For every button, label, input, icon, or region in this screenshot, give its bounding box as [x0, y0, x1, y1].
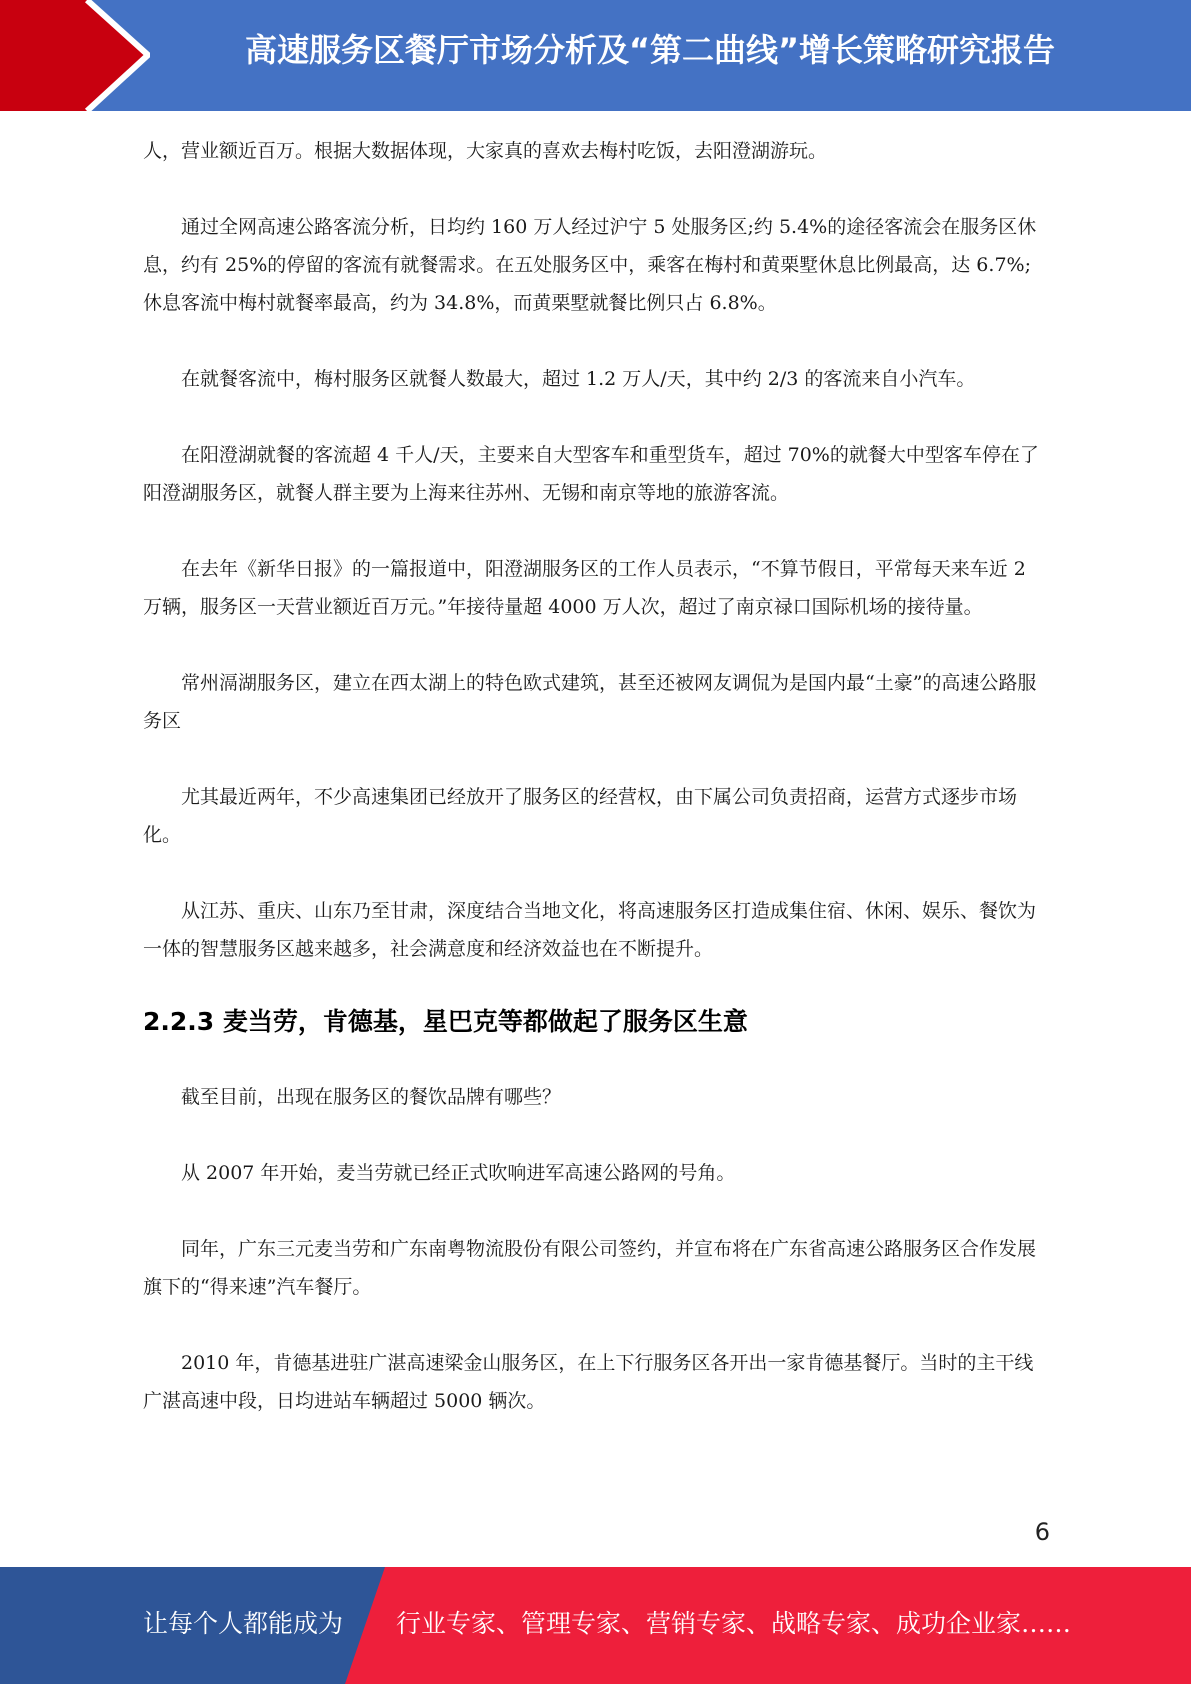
- paragraph: 尤其最近两年，不少高速集团已经放开了服务区的经营权，由下属公司负责招商，运营方式逐步市场化。: [143, 786, 1018, 846]
- document-body: [143, 132, 1048, 1458]
- paragraph: 常州滆湖服务区，建立在西太湖上的特色欧式建筑，甚至还被网友调侃为是国内最“土豪”的高速公路服务区: [143, 672, 1037, 732]
- paragraph: 从江苏、重庆、山东乃至甘肃，深度结合当地文化，将高速服务区打造成集住宿、休闲、娱乐、餐饮为一体的智慧服务区越来越多，社会满意度和经济效益也在不断提升。: [143, 900, 1037, 960]
- paragraph: 同年，广东三元麦当劳和广东南粤物流股份有限公司签约，并宣布将在广东省高速公路服务区合作发展旗下的“得来速”汽车餐厅。: [143, 1238, 1037, 1298]
- paragraph: 通过全网高速公路客流分析，日均约 160 万人经过沪宁 5 处服务区;约 5.4%的途径客流会在服务区休息，约有 25%的停留的客流有就餐需求。在五处服务区中，乘客在梅村和黄栗墅休息比例最高，达 6.7%;休息客流中梅村就餐率最高，约为 34.8%，而黄栗墅就餐比例只占 6.8%。: [143, 216, 1037, 314]
- paragraph: 在阳澄湖就餐的客流超 4 千人/天，主要来自大型客车和重型货车，超过 70%的就餐大中型客车停在了阳澄湖服务区，就餐人群主要为上海来往苏州、无锡和南京等地的旅游客流。: [143, 444, 1039, 504]
- paragraph: 人，营业额近百万。根据大数据体现，大家真的喜欢去梅村吃饭，去阳澄湖游玩。: [143, 140, 828, 162]
- paragraph: 从 2007 年开始，麦当劳就已经正式吹响进军高速公路网的号角。: [181, 1162, 736, 1184]
- footer-slogan-left: 让每个人都能成为: [143, 1609, 344, 1638]
- paragraph: 在去年《新华日报》的一篇报道中，阳澄湖服务区的工作人员表示，“不算节假日，平常每天来车近 2 万辆，服务区一天营业额近百万元。”年接待量超 4000 万人次，超过了南京禄口国际机场的接待量。: [143, 558, 1026, 618]
- page-footer: [0, 1567, 1191, 1684]
- page-header: [0, 0, 1191, 111]
- header-title: 高速服务区餐厅市场分析及“第二曲线”增长策略研究报告: [244, 31, 1056, 69]
- section-heading: 2.2.3 麦当劳，肯德基，星巴克等都做起了服务区生意: [143, 1007, 748, 1036]
- page-number: 6: [1034, 1518, 1050, 1546]
- header-arrow-decoration: [0, 0, 150, 111]
- paragraph: 截至目前，出现在服务区的餐饮品牌有哪些？: [181, 1086, 562, 1108]
- paragraph: 在就餐客流中，梅村服务区就餐人数最大，超过 1.2 万人/天，其中约 2/3 的客流来自小汽车。: [181, 368, 976, 390]
- paragraph: 2010 年，肯德基进驻广湛高速梁金山服务区，在上下行服务区各开出一家肯德基餐厅。当时的主干线广湛高速中段，日均进站车辆超过 5000 辆次。: [143, 1352, 1034, 1412]
- footer-slogan-right: 行业专家、管理专家、营销专家、战略专家、成功企业家……: [396, 1609, 1072, 1638]
